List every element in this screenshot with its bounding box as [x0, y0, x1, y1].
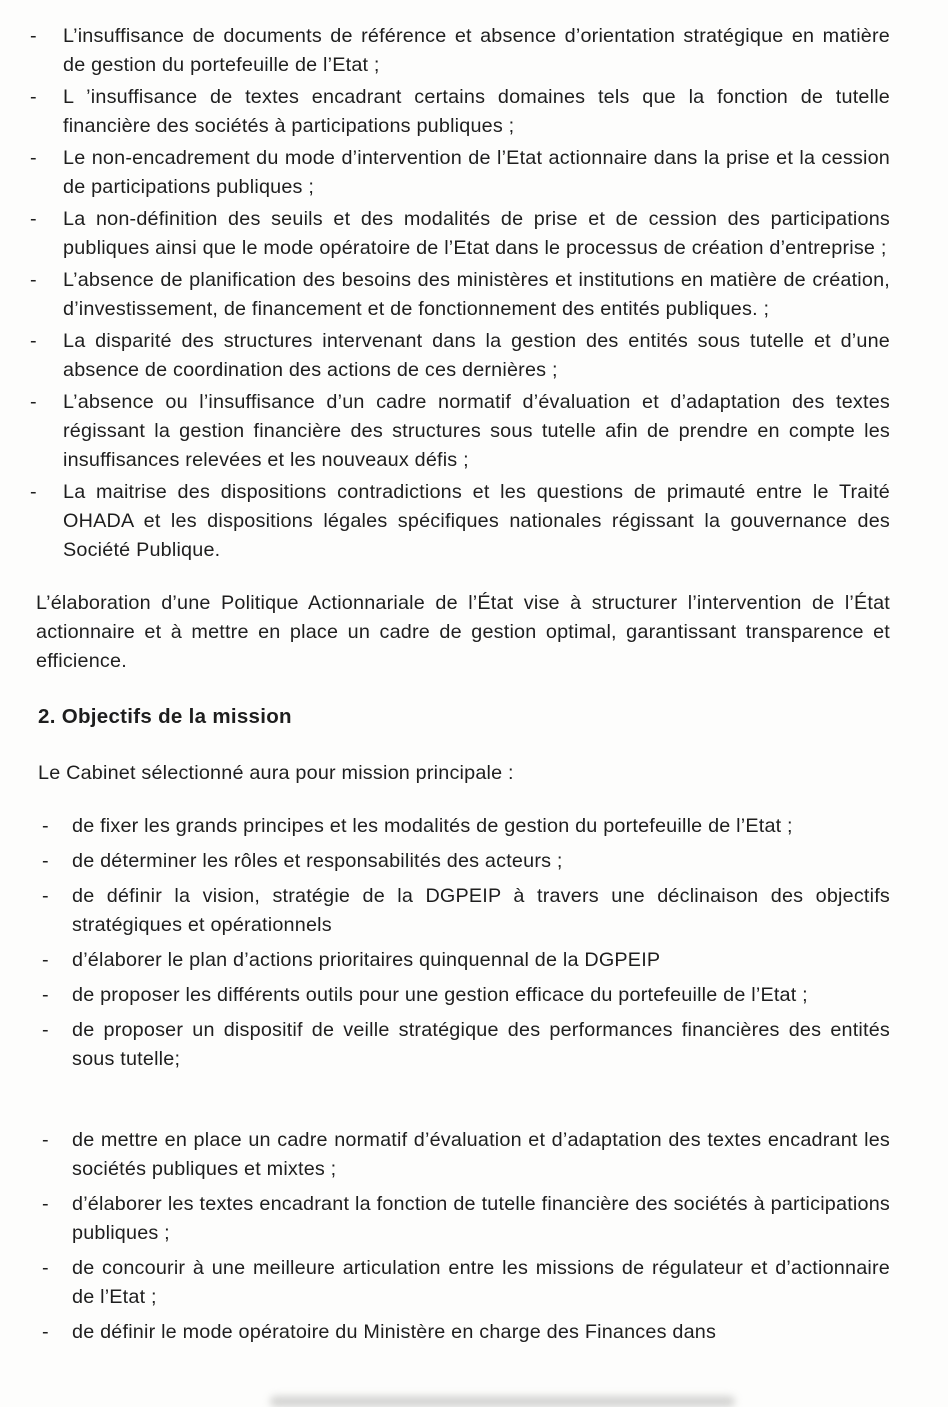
bullet-dash: -	[42, 1129, 49, 1151]
issues-list-item-text: La disparité des structures intervenant dans la gestion des entités sous tutelle et d’une absence de coordination des actions de ces dernières ;	[63, 330, 890, 381]
objectives-list-item-text: d’élaborer le plan d’actions prioritaires quinquennal de la DGPEIP	[72, 949, 661, 971]
objectives-list-item	[42, 1190, 890, 1248]
bullet-dash: -	[30, 481, 37, 503]
bullet-dash: -	[30, 25, 37, 47]
objectives-list-item-text: de définir la vision, stratégie de la DGPEIP à travers une déclinaison des objectifs stratégiques et opérationnels	[72, 885, 890, 936]
bullet-dash: -	[30, 269, 37, 291]
issues-list-item-text: L’absence de planification des besoins des ministères et institutions en matière de création, d’investissement, de financement et de fonctionnement des entités publiques. ;	[63, 269, 890, 320]
objectives-list-item	[42, 1254, 890, 1312]
objectives-list-item-text: de mettre en place un cadre normatif d’évaluation et d’adaptation des textes encadrant les sociétés publiques et mixtes ;	[72, 1129, 890, 1180]
bullet-dash: -	[42, 984, 49, 1006]
issues-list-item	[30, 83, 890, 141]
issues-list-item	[30, 388, 890, 475]
scan-artifact-smudge	[270, 1396, 735, 1407]
bullet-dash: -	[42, 1321, 49, 1343]
issues-list-item	[30, 327, 890, 385]
paragraph-politique-actionnariale: L’élaboration d’une Politique Actionnariale de l’État vise à structurer l’intervention de l’État actionnaire et à mettre en place un cadre de gestion optimal, garantissant transparence et efficience.	[36, 592, 890, 672]
section-heading: 2. Objectifs de la mission	[38, 705, 292, 728]
issues-list-item	[30, 144, 890, 202]
objectives-list-item	[42, 812, 890, 841]
issues-list-item-text: L’absence ou l’insuffisance d’un cadre normatif d’évaluation et d’adaptation des textes régissant la gestion financière des structures sous tutelle afin de prendre en compte les insuffisances relevées et les nouveaux défis ;	[63, 391, 890, 471]
issues-list-item	[30, 22, 890, 80]
objectives-list-item-text: de définir le mode opératoire du Ministère en charge des Finances dans	[72, 1321, 717, 1343]
objectives-list-item-text: de concourir à une meilleure articulation entre les missions de régulateur et d’actionnaire de l’Etat ;	[72, 1257, 890, 1308]
objectives-list-item	[42, 1318, 890, 1347]
issues-list-item-text: L’insuffisance de documents de référence et absence d’orientation stratégique en matière de gestion du portefeuille de l’Etat ;	[63, 25, 890, 76]
bullet-dash: -	[42, 850, 49, 872]
bullet-dash: -	[42, 949, 49, 971]
mission-intro-line: Le Cabinet sélectionné aura pour mission principale :	[38, 762, 514, 784]
objectives-list-item-text: de déterminer les rôles et responsabilités des acteurs ;	[72, 850, 563, 872]
issues-list-item-text: Le non-encadrement du mode d’intervention de l’Etat actionnaire dans la prise et la cession de participations publiques ;	[63, 147, 890, 198]
issues-list-item-text: La maitrise des dispositions contradictions et les questions de primauté entre le Traité OHADA et les dispositions légales spécifiques nationales régissant la gouvernance des Société Publique.	[63, 481, 890, 561]
objectives-list-item-text: de proposer un dispositif de veille stratégique des performances financières des entités sous tutelle;	[72, 1019, 890, 1070]
issues-list-item	[30, 205, 890, 263]
objectives-list-item-text: d’élaborer les textes encadrant la fonction de tutelle financière des sociétés à participations publiques ;	[72, 1193, 890, 1244]
objectives-list-item	[42, 1126, 890, 1184]
objectives-list-item	[42, 1016, 890, 1074]
bullet-dash: -	[30, 147, 37, 169]
issues-list-item-text: La non-définition des seuils et des modalités de prise et de cession des participations publiques ainsi que le mode opératoire de l’Etat dans le processus de création d’entreprise ;	[63, 208, 890, 259]
issues-list	[30, 22, 890, 565]
bullet-dash: -	[30, 208, 37, 230]
objectives-list-item	[42, 981, 890, 1010]
objectives-list-item-text: de fixer les grands principes et les modalités de gestion du portefeuille de l’Etat ;	[72, 815, 793, 837]
bullet-dash: -	[30, 86, 37, 108]
issues-list-item-text: L ’insuffisance de textes encadrant certains domaines tels que la fonction de tutelle financière des sociétés à participations publiques ;	[63, 86, 890, 137]
objectives-list-part2	[36, 1126, 890, 1347]
objectives-list-item	[42, 882, 890, 940]
issues-list-item	[30, 266, 890, 324]
bullet-dash: -	[42, 885, 49, 907]
issues-list-item	[30, 478, 890, 565]
objectives-list-item	[42, 847, 890, 876]
bullet-dash: -	[42, 1193, 49, 1215]
bullet-dash: -	[30, 391, 37, 413]
bullet-dash: -	[42, 815, 49, 837]
objectives-list-part1	[36, 812, 890, 1074]
bullet-dash: -	[42, 1019, 49, 1041]
objectives-list-item-text: de proposer les différents outils pour une gestion efficace du portefeuille de l’Etat ;	[72, 984, 808, 1006]
list-section-gap	[36, 1080, 890, 1102]
bullet-dash: -	[30, 330, 37, 352]
bullet-dash: -	[42, 1257, 49, 1279]
objectives-list-item	[42, 946, 890, 975]
